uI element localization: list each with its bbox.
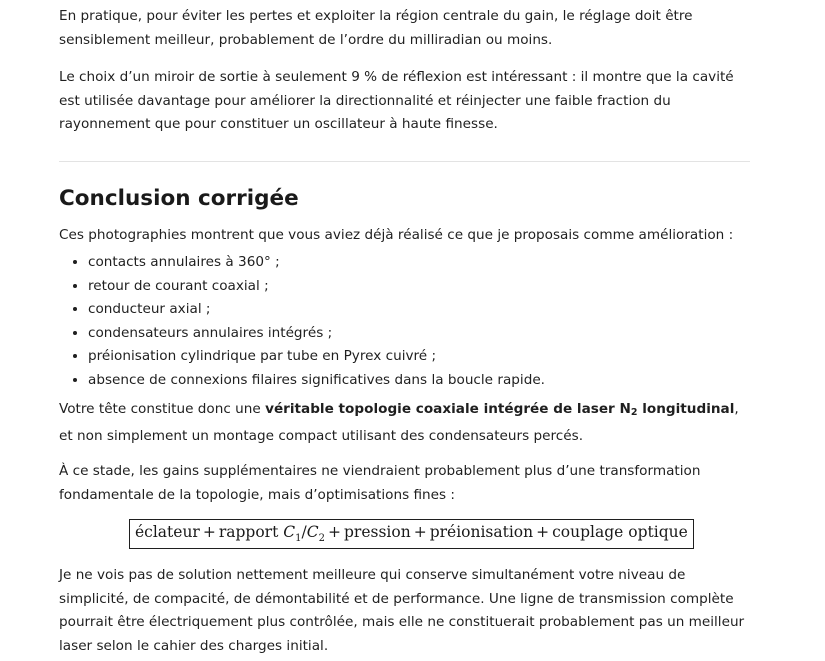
paragraph-optimizations: À ce stade, les gains supplémentaires ne viendraient probablement plus d’une transformation fondamentale de la topologie, mais d’optimisations fines : [59, 463, 701, 503]
text-segment: Votre tête constitue donc une [59, 401, 266, 417]
subscript: 2 [630, 407, 638, 418]
paragraph-alignment: En pratique, pour éviter les pertes et exploiter la région centrale du gain, le réglage doit être sensiblement meilleur, probablement de l’ordre du milliradian ou moins. [59, 8, 693, 48]
paragraph-intro: Ces photographies montrent que vous aviez déjà réalisé ce que je proposais comme amélioration : [59, 227, 734, 243]
text-segment: , et non simplement un montage compact utilisant des condensateurs percés. [59, 401, 739, 444]
paragraph-output-mirror: Le choix d’un miroir de sortie à seulement 9 % de réflexion est intéressant : il montre que la cavité est utilisée davantage pour améliorer la directionnalité et réinjecter une faible fraction du rayonnement que pour constituer un oscillateur à haute finesse. [59, 69, 734, 132]
plus-operator: + [536, 523, 550, 541]
section-heading: Conclusion corrigée [59, 186, 299, 211]
formula-subscript: 2 [318, 533, 325, 545]
plus-operator: + [413, 523, 427, 541]
formula-term: rapport [218, 523, 279, 541]
improvement-list [59, 251, 545, 393]
boxed-formula [129, 519, 694, 549]
bold-phrase [265, 401, 734, 417]
list-item: • conducteur axial ; [88, 298, 545, 322]
plus-operator: + [202, 523, 216, 541]
formula-term: éclateur [135, 523, 200, 541]
paragraph-topology [59, 398, 751, 448]
formula-subscript: 1 [295, 533, 302, 545]
formula-container [129, 519, 694, 549]
list-item: • retour de courant coaxial ; [88, 275, 545, 299]
paragraph-final: Je ne vois pas de solution nettement meilleure qui conserve simultanément votre niveau de simplicité, de compacité, de démontabilité et de performance. Une ligne de transmission complète pourrait être électriquement plus contrôlée, mais elle ne constituerait probablement pas un meilleur laser selon le cahier des charges initial. [59, 567, 745, 654]
list-item: • préionisation cylindrique par tube en Pyrex cuivré ; [88, 345, 545, 369]
formula-variable: C [283, 523, 296, 541]
list-item: • condensateurs annulaires intégrés ; [88, 322, 545, 346]
formula-slash: / [301, 523, 307, 541]
list-item: • contacts annulaires à 360° ; [88, 251, 545, 275]
bold-text: véritable topologie coaxiale intégrée de laser N [265, 401, 631, 417]
section-divider [59, 161, 750, 162]
bold-text-end: longitudinal [637, 401, 735, 417]
formula-term: préionisation [429, 523, 534, 541]
plus-operator: + [328, 523, 341, 541]
formula-variable: C [306, 523, 319, 541]
list-item: • absence de connexions filaires significatives dans la boucle rapide. [88, 369, 545, 393]
formula-term: pression [344, 523, 411, 541]
formula-term: couplage optique [552, 523, 688, 541]
